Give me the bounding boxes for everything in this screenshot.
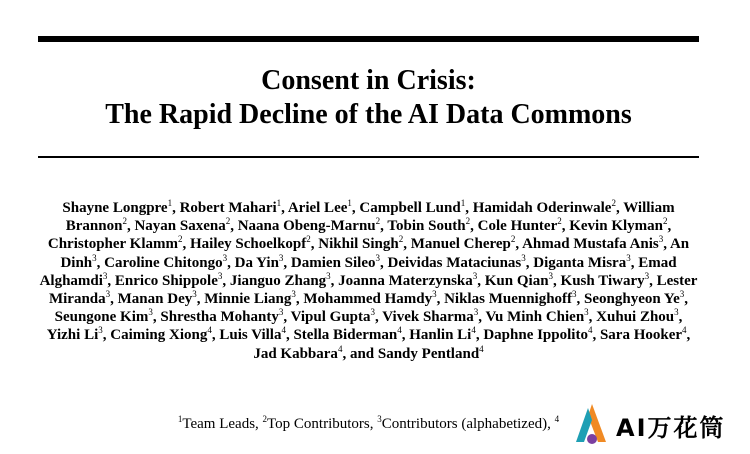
affiliation-label: Top Contributors, [267, 416, 378, 432]
author-affiliation-mark: 3 [278, 252, 284, 263]
author-affiliation-mark: 4 [682, 325, 687, 336]
author-name: Deividas Mataciunas [387, 254, 522, 271]
author-affiliation-mark: 3 [92, 252, 97, 263]
author-name: Nayan Saxena [134, 218, 226, 235]
author-affiliation-mark: 3 [674, 307, 679, 318]
title-rule [38, 156, 699, 158]
author-name: Vipul Gupta [290, 309, 371, 326]
author-name: Diganta Misra [533, 254, 627, 271]
author-name: Manuel Cherep [410, 236, 511, 253]
author-affiliation-mark: 3 [326, 270, 331, 281]
funnel-logo-icon [570, 402, 612, 448]
author-name: Stella Biderman [293, 327, 398, 344]
author-name: Sandy Pentland [377, 345, 480, 362]
affiliation-mark: 1 [177, 414, 183, 424]
author-affiliation-mark: 3 [572, 289, 577, 300]
author-affiliation-mark: 4 [281, 325, 286, 336]
author-affiliation-mark: 3 [658, 234, 664, 245]
affiliation-mark: 3 [377, 414, 382, 424]
author-name: Manan Dey [117, 291, 193, 308]
author-name: Seungone Kim [54, 309, 149, 326]
author-name: Joanna Materzynska [338, 272, 473, 289]
author-affiliation-mark: 3 [291, 289, 296, 300]
author-name: Kush Tiwary [560, 272, 645, 289]
author-affiliation-mark: 3 [278, 307, 284, 318]
paper-title [38, 64, 699, 132]
author-affiliation-mark: 3 [432, 289, 437, 300]
author-name: Xuhui Zhou [596, 309, 675, 326]
author-affiliation-mark: 3 [375, 252, 381, 263]
author-affiliation-mark: 4 [479, 343, 484, 354]
author-affiliation-mark: 2 [122, 216, 127, 227]
author-affiliation-mark: 3 [192, 289, 197, 300]
author-name: William Brannon [65, 200, 675, 235]
author-name: Ariel Lee [287, 200, 348, 216]
author-name: Hailey Schoelkopf [190, 236, 307, 253]
author-name: Robert Mahari [179, 200, 277, 216]
author-affiliation-mark: 4 [337, 343, 343, 354]
watermark [570, 400, 745, 450]
author-name: Mohammed Hamdy [303, 291, 433, 308]
author-name: Tobin South [387, 218, 466, 235]
affiliation-label: Team Leads, [182, 416, 263, 432]
author-name: Caroline Chitongo [104, 254, 223, 271]
author-name: Vu Minh Chien [485, 309, 585, 326]
author-affiliation-mark: 2 [225, 216, 231, 227]
author-affiliation-mark: 3 [548, 270, 554, 281]
author-name: Enrico Shippole [114, 272, 218, 289]
author-name: Caiming Xiong [110, 327, 208, 344]
paper-title-line-2: The Rapid Decline of the AI Data Commons [105, 99, 632, 130]
author-name: Christopher Klamm [47, 236, 178, 253]
author-name: Kevin Klyman [569, 218, 663, 235]
author-name: An Dinh [60, 236, 690, 271]
author-affiliation-mark: 3 [473, 307, 479, 318]
author-name: Shrestha Mohanty [160, 309, 279, 326]
author-affiliation-mark: 1 [347, 198, 352, 208]
author-affiliation-mark: 4 [471, 325, 476, 336]
author-affiliation-mark: 2 [611, 198, 616, 208]
author-name: Sara Hooker [599, 327, 683, 344]
author-conjunction: and [349, 345, 375, 362]
author-name: Minnie Liang [204, 291, 292, 308]
author-affiliation-mark: 2 [306, 234, 311, 245]
author-affiliation-mark: 2 [663, 216, 668, 227]
author-affiliation-mark: 3 [521, 252, 526, 263]
author-name: Nikhil Singh [318, 236, 399, 253]
author-affiliation-mark: 3 [148, 307, 153, 318]
author-affiliation-mark: 3 [98, 325, 103, 336]
author-affiliation-mark: 2 [465, 216, 471, 227]
affiliation-label: Contributors (alphabetized), [381, 416, 555, 432]
author-affiliation-mark: 3 [584, 307, 589, 318]
author-name: Da Yin [234, 254, 279, 271]
author-affiliation-mark: 3 [644, 270, 650, 281]
author-affiliation-mark: 3 [222, 252, 228, 263]
author-affiliation-mark: 3 [105, 289, 111, 300]
author-name: Hanlin Li [409, 327, 472, 344]
author-name: Kun Qian [484, 272, 549, 289]
author-affiliation-mark: 2 [398, 234, 404, 245]
author-affiliation-mark: 2 [375, 216, 381, 227]
affiliation-mark: 2 [262, 414, 268, 424]
author-affiliation-mark: 3 [217, 270, 223, 281]
author-name: Shayne Longpre [62, 200, 168, 216]
author-name: Daphne Ippolito [483, 327, 588, 344]
paper-title-line-1: Consent in Crisis: [261, 65, 476, 96]
author-name: Damien Sileo [290, 254, 376, 271]
author-affiliation-mark: 4 [397, 325, 402, 336]
author-affiliation-mark: 3 [102, 270, 108, 281]
author-affiliation-mark: 1 [276, 198, 282, 208]
author-affiliation-mark: 3 [626, 252, 631, 263]
author-name: Jad Kabbara [253, 345, 338, 362]
author-name: Seonghyeon Ye [584, 291, 680, 308]
author-name: Emad Alghamdi [39, 254, 677, 289]
watermark-text: AI万花筒 [616, 413, 726, 442]
author-affiliation-mark: 4 [207, 325, 212, 336]
author-affiliation-mark: 2 [510, 234, 516, 245]
affiliation-mark: 4 [554, 414, 560, 424]
author-name: Hamidah Oderinwale [472, 200, 612, 216]
author-affiliation-mark: 2 [557, 216, 562, 227]
top-rule [38, 36, 699, 42]
author-affiliation-mark: 1 [167, 198, 173, 208]
author-name: Jianguo Zhang [229, 272, 327, 289]
author-name: Lester Miranda [48, 272, 698, 308]
author-name: Vivek Sharma [382, 309, 474, 326]
author-affiliation-mark: 3 [370, 307, 376, 318]
author-affiliation-mark: 2 [178, 234, 183, 245]
author-name: Luis Villa [219, 327, 282, 344]
author-name: Cole Hunter [477, 218, 558, 235]
author-list: Shayne Longpre$^1$, Robert Mahari$^1$, Ariel Lee$^1$, Campbell Lund$^1$, Hamidah Oderinwale$^2$, William Brannon$^2$, Nayan Saxena$^2$, Naana Obeng-Marnu$^2$, Tobin South$^2$, Cole Hunter$^2$, Kevin Klyman$^2$, Christopher Klamm$^2$, Hailey Schoelkopf$^2$, Nikhil Singh$^2$, Manuel Cherep$^2$, Ahmad Mustafa Anis$^3$, An Dinh$^3$, Caroline Chitongo$^3$, Da Yin$^3$, Damien Sileo$^3$, Deividas Mataciunas$^3$, Diganta Misra$^3$, Emad Alghamdi$^3$, Enrico Shippole$^3$, Jianguo Zhang$^3$, Joanna Materzynska$^3$, Kun Qian$^3$, Kush Tiwary$^3$, Lester Miranda$^3$, Manan Dey$^3$, Minnie Liang$^3$, Mohammed Hamdy$^3$, Niklas Muennighoff$^3$, Seonghyeon Ye$^3$, Seungone Kim$^3$, Shrestha Mohanty$^3$, Vipul Gupta$^3$, Vivek Sharma$^3$, Vu Minh Chien$^3$, Xuhui Zhou$^3$, Yizhi Li$^3$, Caiming Xiong$^4$, Luis Villa$^4$, Stella Biderman$^4$, Hanlin Li$^4$, Daphne Ippolito$^4$, Sara Hooker$^4$, Jad Kabbara$^4$, and Sandy Pentland$^4$ [39, 198, 698, 362]
author-name: Niklas Muennighoff [444, 291, 573, 308]
author-name: Naana Obeng-Marnu [237, 218, 376, 235]
author-name: Ahmad Mustafa Anis [522, 236, 659, 253]
author-affiliation-mark: 3 [472, 270, 478, 281]
author-affiliation-mark: 3 [679, 289, 685, 300]
author-affiliation-mark: 1 [460, 198, 466, 208]
author-name: Yizhi Li [46, 327, 99, 344]
author-name: Campbell Lund [359, 200, 461, 216]
author-affiliation-mark: 4 [587, 325, 593, 336]
